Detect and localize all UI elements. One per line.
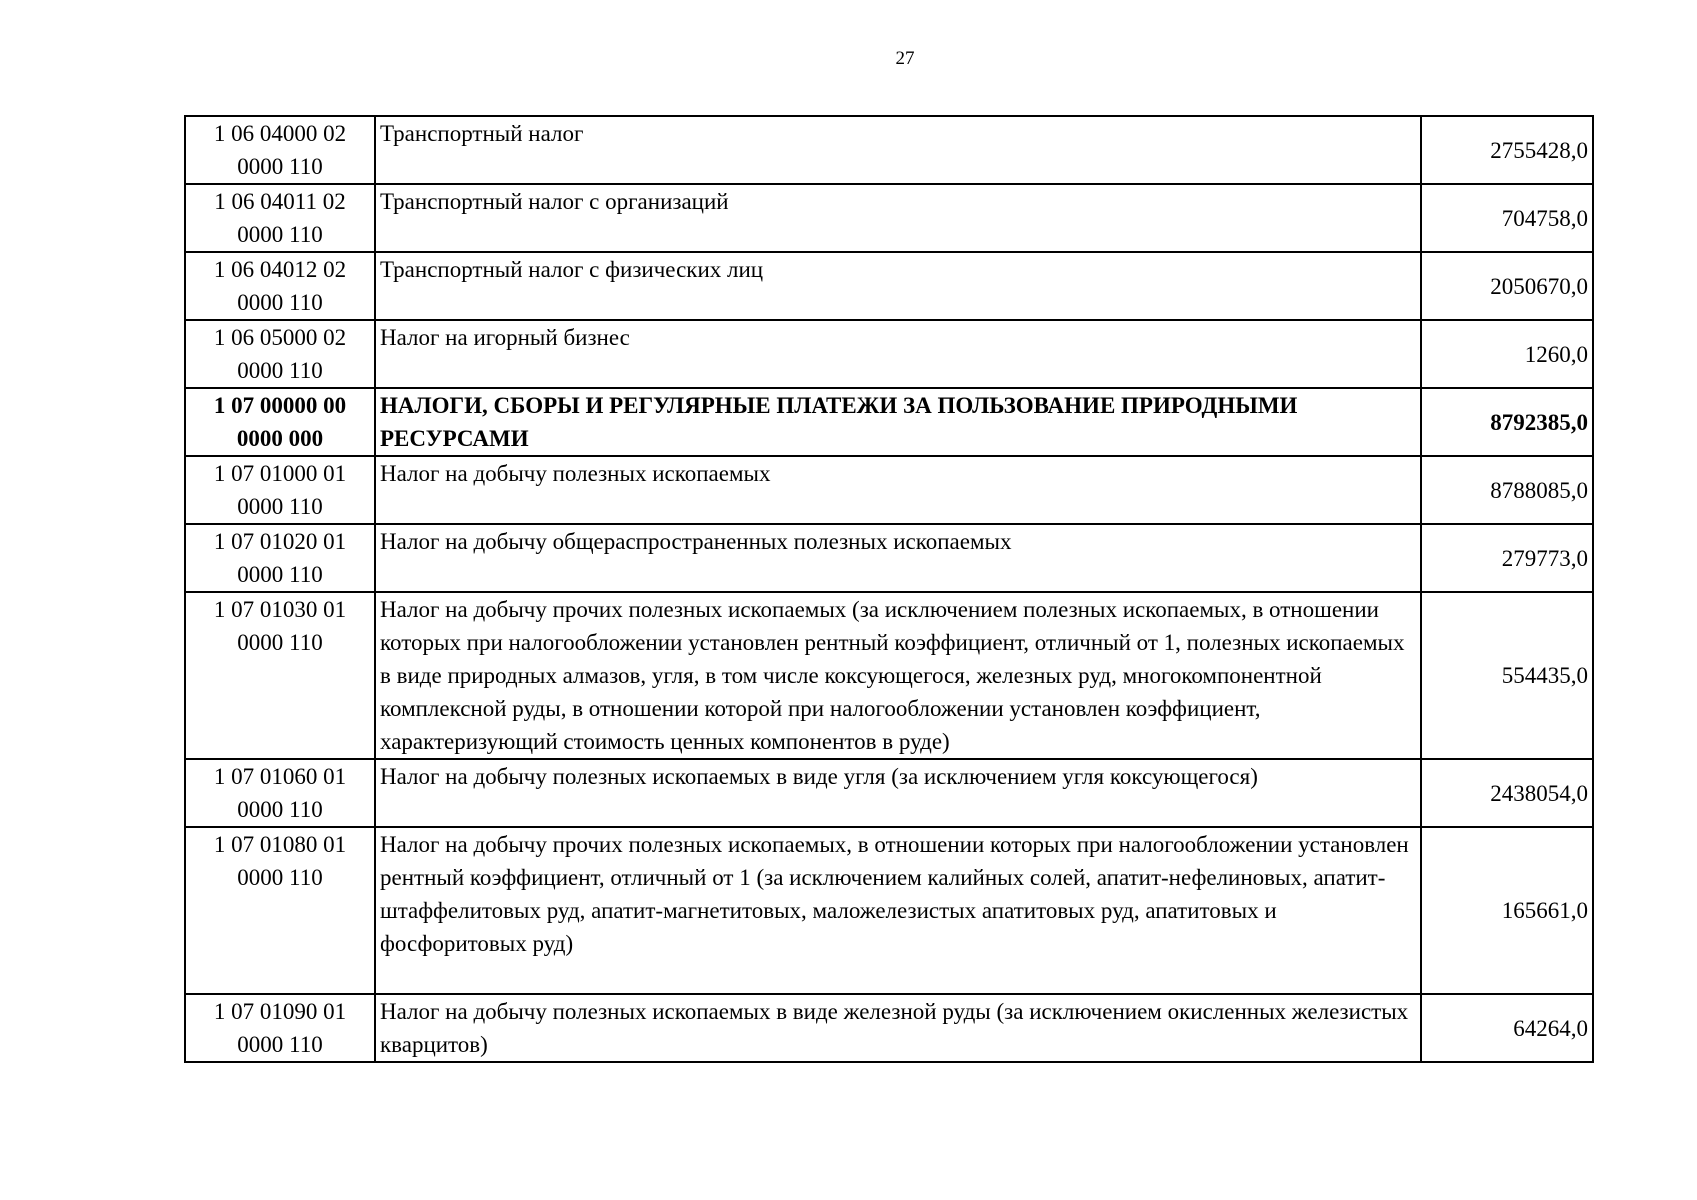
budget-code-cell: 1 07 01080 01 0000 110 xyxy=(185,827,375,994)
budget-revenue-table xyxy=(184,115,1594,1063)
revenue-name-cell: Транспортный налог с физических лиц xyxy=(375,252,1421,320)
amount-cell: 554435,0 xyxy=(1421,592,1593,759)
budget-code-cell: 1 06 04012 02 0000 110 xyxy=(185,252,375,320)
revenue-name-cell: Налог на игорный бизнес xyxy=(375,320,1421,388)
amount-cell: 1260,0 xyxy=(1421,320,1593,388)
table-row xyxy=(185,994,1593,1062)
revenue-name-cell: Налог на добычу полезных ископаемых в виде железной руды (за исключением окисленных железистых кварцитов) xyxy=(375,994,1421,1062)
table-row xyxy=(185,759,1593,827)
budget-code-cell: 1 06 05000 02 0000 110 xyxy=(185,320,375,388)
budget-code-cell: 1 06 04000 02 0000 110 xyxy=(185,116,375,184)
amount-cell: 64264,0 xyxy=(1421,994,1593,1062)
amount-cell: 8788085,0 xyxy=(1421,456,1593,524)
table-row-section-total xyxy=(185,388,1593,456)
revenue-name-cell: Налог на добычу общераспространенных полезных ископаемых xyxy=(375,524,1421,592)
budget-code-cell: 1 07 01030 01 0000 110 xyxy=(185,592,375,759)
amount-cell: 704758,0 xyxy=(1421,184,1593,252)
revenue-name-cell: Налог на добычу прочих полезных ископаемых (за исключением полезных ископаемых, в отношении которых при налогообложении установлен рентный коэффициент, отличный от 1, полезных ископаемых в виде природных алмазов, угля, в том числе коксующегося, железных руд, многокомпонентной комплексной руды, в отношении которой при налогообложении установлен коэффициент, характеризующий стоимость ценных компонентов в руде) xyxy=(375,592,1421,759)
revenue-name-cell: Транспортный налог с организаций xyxy=(375,184,1421,252)
table-row xyxy=(185,592,1593,759)
cell-blank-line xyxy=(380,960,1416,993)
revenue-name-cell: Налог на добычу полезных ископаемых xyxy=(375,456,1421,524)
revenue-name-cell xyxy=(375,827,1421,994)
budget-code-cell: 1 07 01020 01 0000 110 xyxy=(185,524,375,592)
table-row xyxy=(185,116,1593,184)
budget-code-cell: 1 07 01060 01 0000 110 xyxy=(185,759,375,827)
page-number: 27 xyxy=(895,48,915,69)
revenue-name-cell: Налог на добычу полезных ископаемых в виде угля (за исключением угля коксующегося) xyxy=(375,759,1421,827)
amount-cell: 2755428,0 xyxy=(1421,116,1593,184)
amount-cell: 2050670,0 xyxy=(1421,252,1593,320)
amount-cell: 279773,0 xyxy=(1421,524,1593,592)
revenue-name-cell: НАЛОГИ, СБОРЫ И РЕГУЛЯРНЫЕ ПЛАТЕЖИ ЗА ПОЛЬЗОВАНИЕ ПРИРОДНЫМИ РЕСУРСАМИ xyxy=(375,388,1421,456)
revenue-name-text: Налог на добычу прочих полезных ископаемых, в отношении которых при налогообложении установлен рентный коэффициент, отличный от 1 (за исключением калийных солей, апатит-нефелиновых, апатит-штаффелитовых руд, апатит-магнетитовых, маложелезистых апатитовых руд, апатитовых и фосфоритовых руд) xyxy=(380,832,1409,956)
table-row xyxy=(185,252,1593,320)
amount-cell: 8792385,0 xyxy=(1421,388,1593,456)
budget-code-cell: 1 06 04011 02 0000 110 xyxy=(185,184,375,252)
table-row xyxy=(185,524,1593,592)
budget-code-cell: 1 07 00000 00 0000 000 xyxy=(185,388,375,456)
table-row xyxy=(185,184,1593,252)
budget-code-cell: 1 07 01090 01 0000 110 xyxy=(185,994,375,1062)
table-row xyxy=(185,456,1593,524)
revenue-name-cell: Транспортный налог xyxy=(375,116,1421,184)
amount-cell: 2438054,0 xyxy=(1421,759,1593,827)
budget-code-cell: 1 07 01000 01 0000 110 xyxy=(185,456,375,524)
table-row xyxy=(185,320,1593,388)
amount-cell: 165661,0 xyxy=(1421,827,1593,994)
table-row xyxy=(185,827,1593,994)
